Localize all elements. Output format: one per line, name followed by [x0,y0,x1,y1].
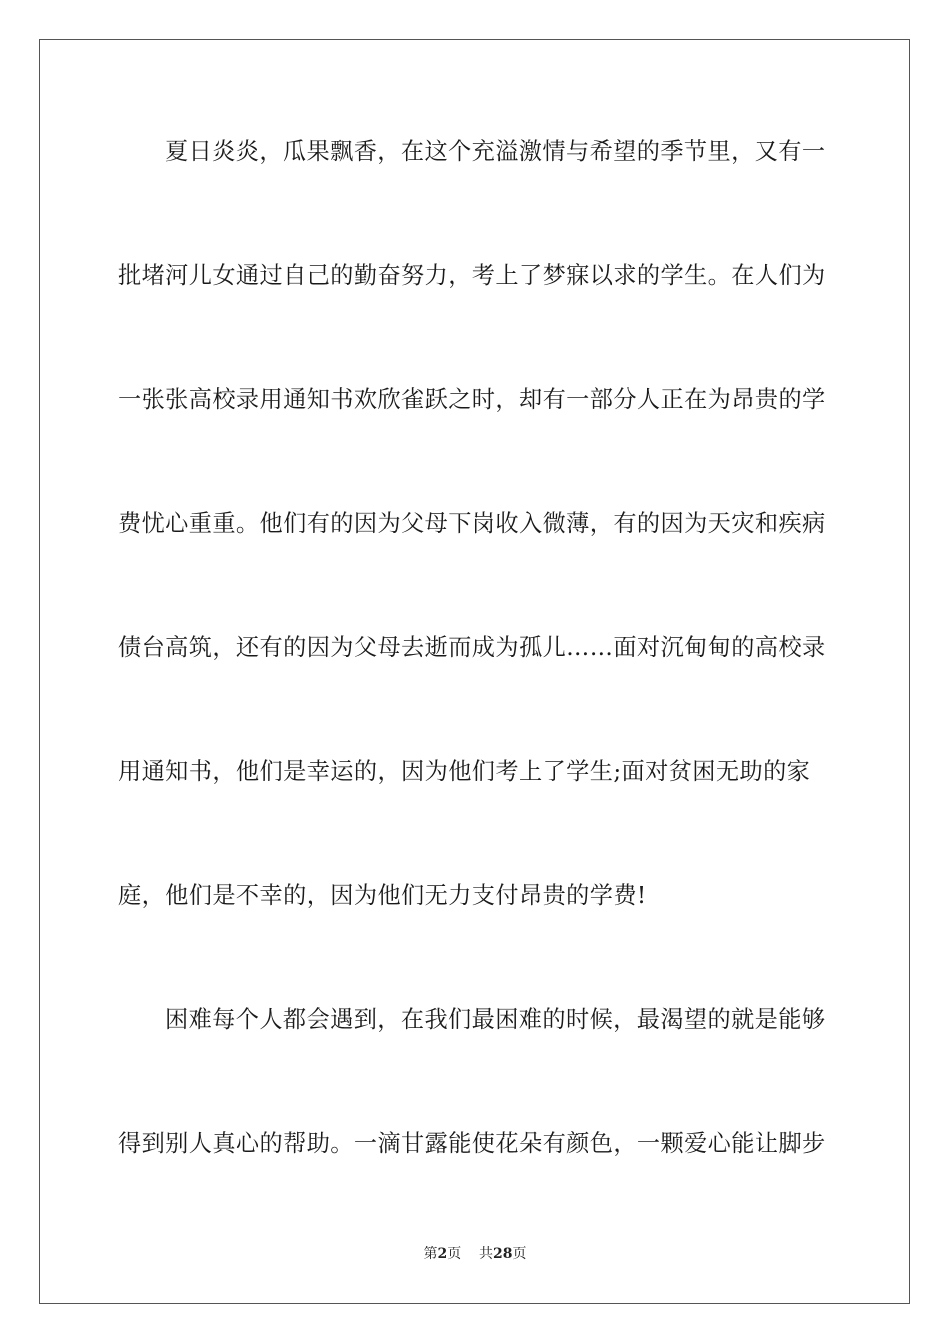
page-number: 2 [437,1246,448,1262]
paragraph-1-line-7: 庭，他们是不幸的，因为他们无力支付昂贵的学费! [118,882,647,909]
paragraph-1-line-6: 用通知书，他们是幸运的，因为他们考上了学生;面对贫困无助的家 [118,758,811,785]
total-pages: 28 [493,1246,513,1262]
paragraph-1-line-5: 债台高筑，还有的因为父母去逝而成为孤儿……面对沉甸甸的高校录 [118,634,826,661]
paragraph-1-line-1: 夏日炎炎，瓜果飘香，在这个充溢激情与希望的季节里，又有一 [165,138,826,165]
total-prefix: 共 [479,1246,494,1262]
page-prefix: 第 [423,1246,438,1262]
page-border [39,39,910,1304]
paragraph-1-line-4: 费忧心重重。他们有的因为父母下岗收入微薄，有的因为天灾和疾病 [118,510,826,537]
paragraph-1-line-3: 一张张高校录用通知书欢欣雀跃之时，却有一部分人正在为昂贵的学 [118,386,826,413]
paragraph-2-line-1: 困难每个人都会遇到，在我们最困难的时候，最渴望的就是能够 [165,1006,826,1033]
paragraph-2-line-2: 得到别人真心的帮助。一滴甘露能使花朵有颜色，一颗爱心能让脚步 [118,1130,826,1157]
page-suffix: 页 [447,1246,462,1262]
total-suffix: 页 [512,1246,527,1262]
paragraph-1-line-2: 批堵河儿女通过自己的勤奋努力，考上了梦寐以求的学生。在人们为 [118,262,826,289]
page-footer [0,1244,950,1264]
